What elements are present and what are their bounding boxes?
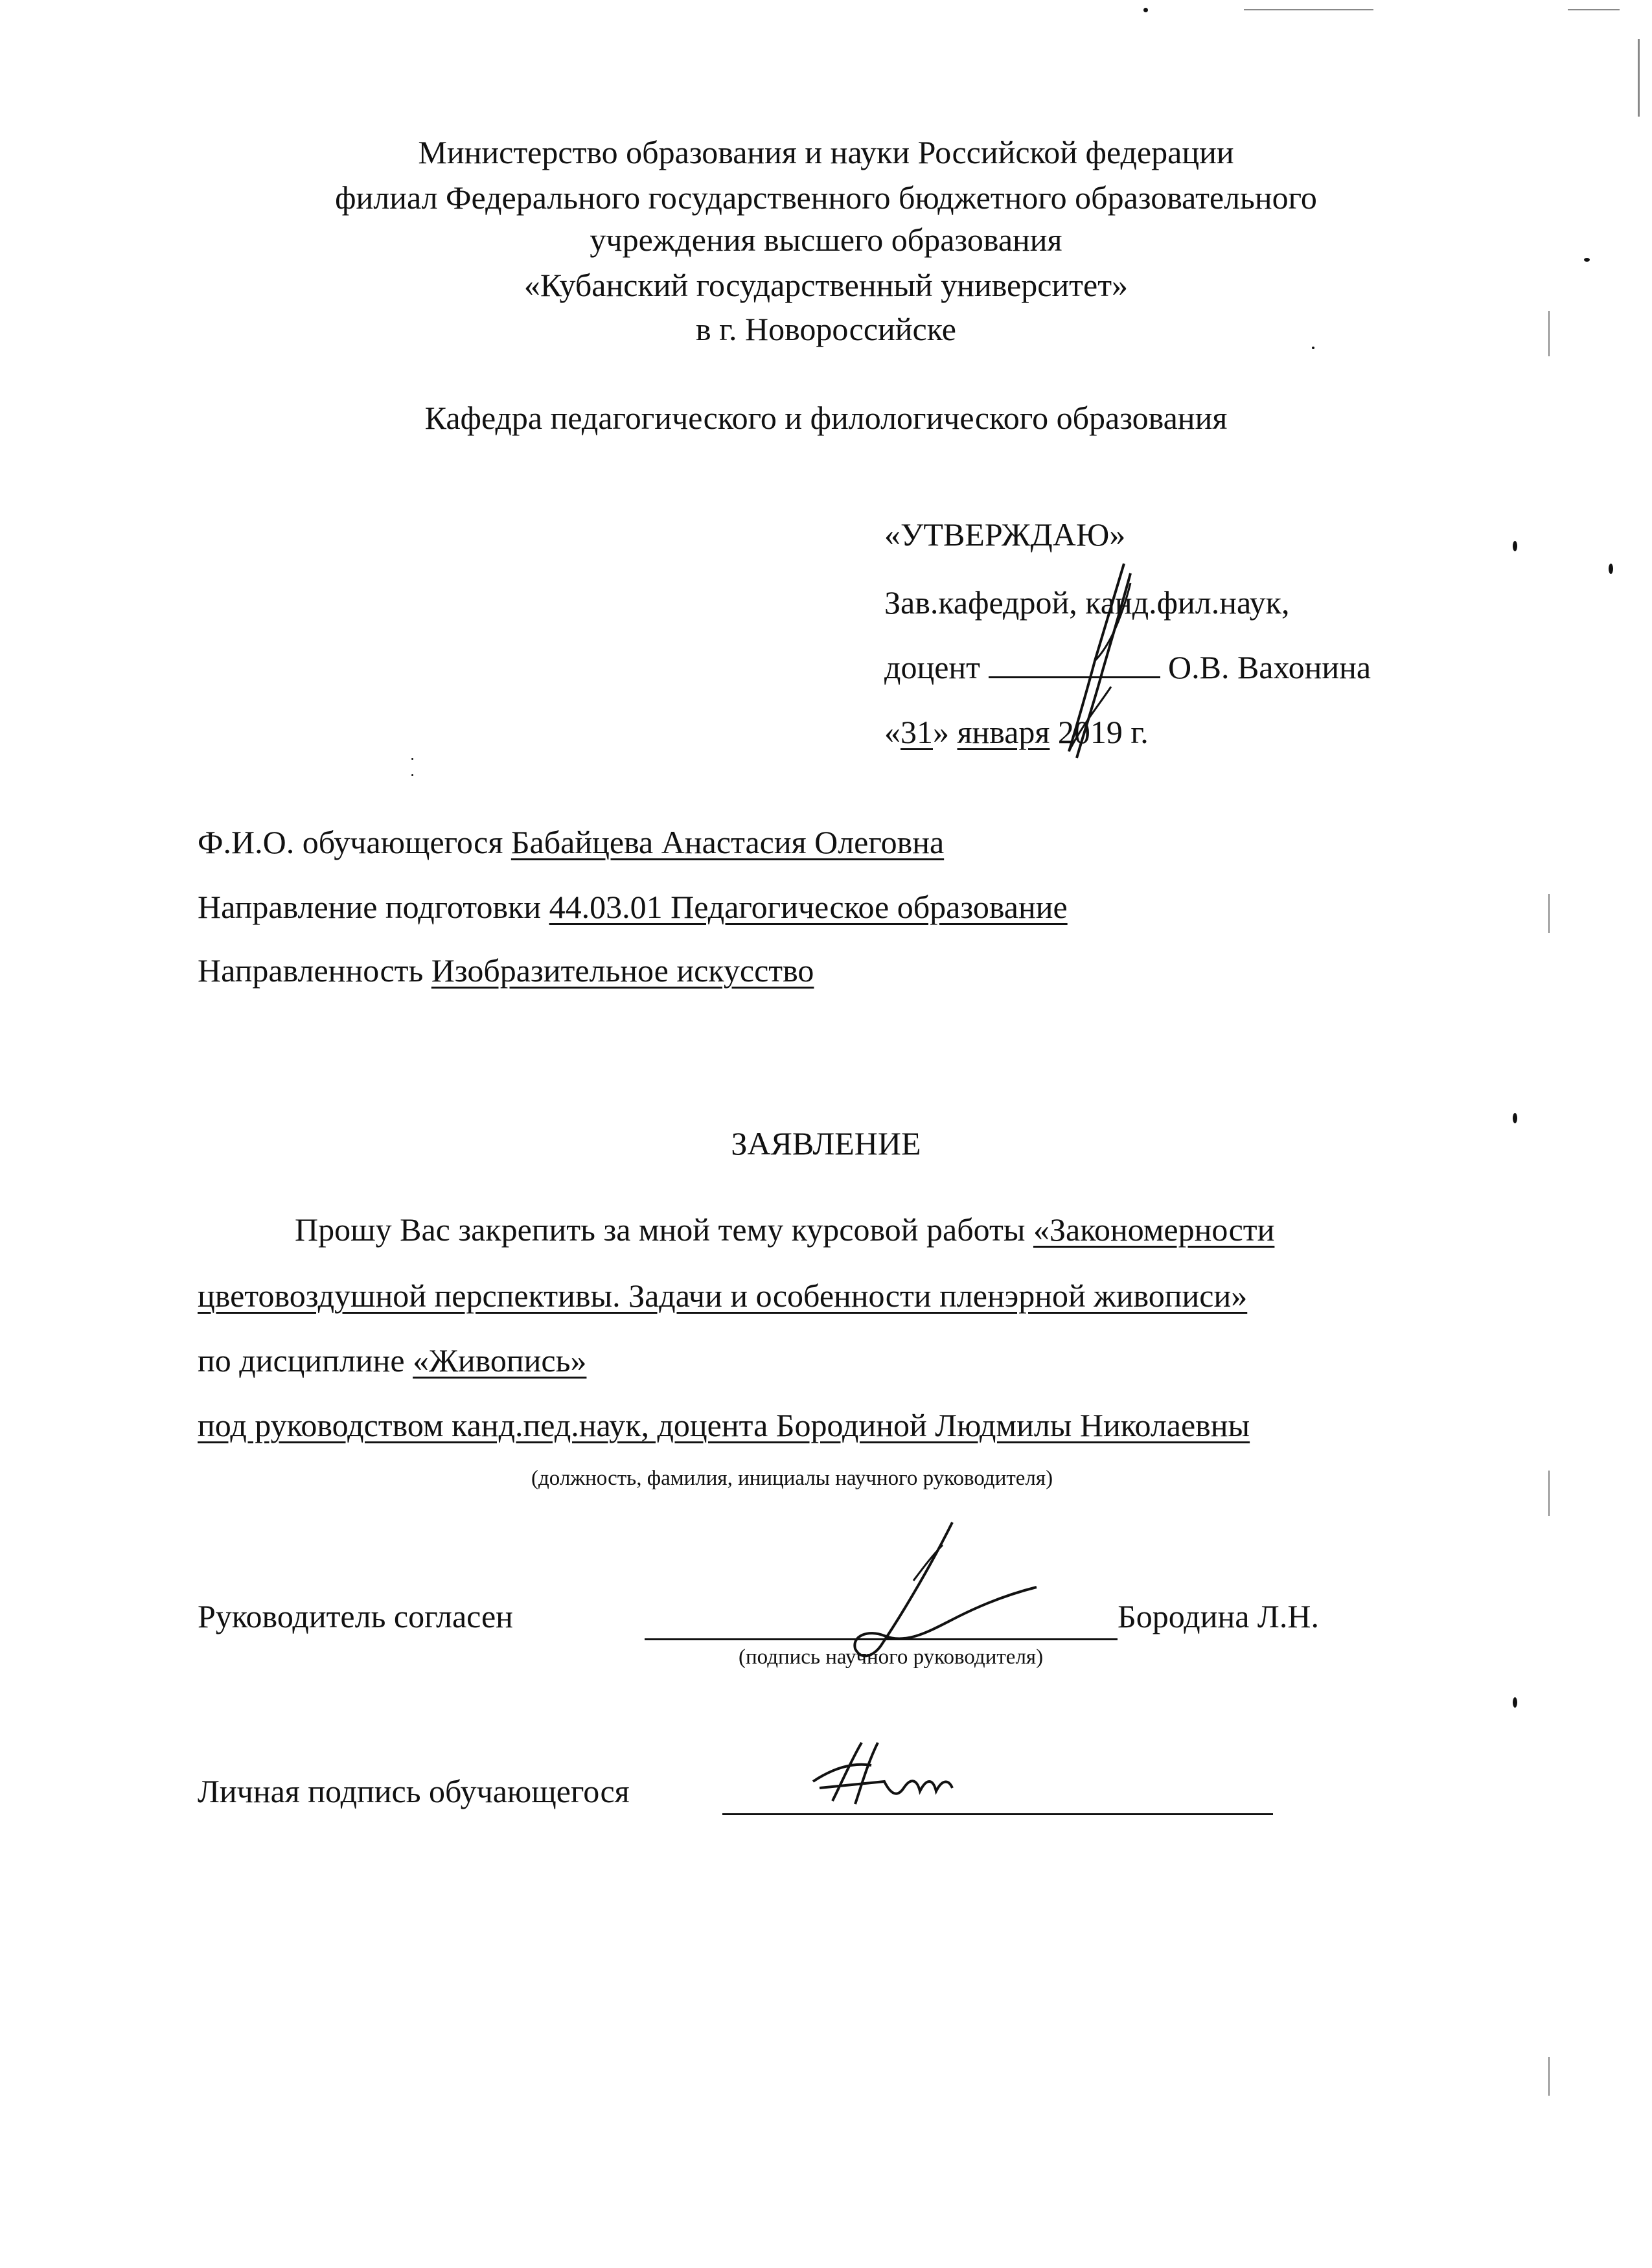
date-month: января bbox=[957, 714, 1050, 750]
direction-row bbox=[198, 888, 1068, 926]
scan-speck bbox=[411, 758, 413, 760]
student-signature-label: Личная подпись обучающегося bbox=[198, 1773, 630, 1809]
student-fio-row bbox=[198, 823, 944, 862]
approval-title: «УТВЕРЖДАЮ» bbox=[884, 516, 1126, 553]
student-signature-line bbox=[722, 1785, 1273, 1815]
student-fio-value: Бабайцева Анастасия Олеговна bbox=[511, 824, 945, 860]
statement-title: ЗАЯВЛЕНИЕ bbox=[731, 1125, 921, 1162]
scan-speck bbox=[1312, 347, 1314, 349]
topic-part-1: «Закономерности bbox=[1033, 1211, 1275, 1248]
date-close-quote: » bbox=[933, 714, 949, 750]
student-fio-label: Ф.И.О. обучающегося bbox=[198, 824, 503, 860]
approval-position: Зав.кафедрой, канд.фил.наук, bbox=[884, 584, 1290, 621]
statement-request-text: Прошу Вас закрепить за мной тему курсовой работы bbox=[295, 1211, 1026, 1248]
supervisor-signature-image bbox=[823, 1516, 1043, 1671]
supervisor-value: под руководством канд.пед.наук, доцента Бородиной Людмилы Николаевны bbox=[198, 1407, 1250, 1443]
date-open-quote: « bbox=[884, 714, 901, 750]
scan-speck bbox=[1584, 258, 1590, 262]
supervisor-signature-caption: (подпись научного руководителя) bbox=[739, 1645, 1044, 1669]
supervisor-name: Бородина Л.Н. bbox=[1118, 1598, 1319, 1634]
scan-speck bbox=[1143, 8, 1148, 12]
scan-edge-mark bbox=[1638, 39, 1640, 117]
scan-edge-mark bbox=[1568, 9, 1620, 10]
head-signature-image bbox=[1050, 557, 1140, 764]
statement-line-1 bbox=[295, 1210, 1274, 1249]
statement-line-3 bbox=[198, 1341, 586, 1380]
date-day: 31 bbox=[901, 714, 933, 750]
approval-role: доцент bbox=[884, 649, 980, 685]
discipline-label: по дисциплине bbox=[198, 1342, 405, 1379]
university-name-line: «Кубанский государственный университет» bbox=[523, 267, 1129, 303]
ministry-line: Министерство образования и науки Российской федерации bbox=[418, 134, 1234, 170]
scan-edge-mark bbox=[1548, 1471, 1550, 1516]
direction-label: Направление подготовки bbox=[198, 889, 542, 925]
scan-edge-mark bbox=[1548, 2057, 1550, 2096]
branch-line: филиал Федерального государственного бюджетного образовательного bbox=[335, 179, 1317, 216]
statement-line-2 bbox=[198, 1276, 1247, 1315]
scan-edge-mark bbox=[1548, 894, 1550, 933]
profile-label: Направленность bbox=[198, 952, 424, 989]
scan-speck bbox=[1609, 564, 1613, 574]
discipline-value: «Живопись» bbox=[413, 1342, 587, 1379]
scan-speck bbox=[411, 774, 413, 776]
scan-speck bbox=[1513, 541, 1517, 551]
supervisor-caption: (должность, фамилия, инициалы научного руководителя) bbox=[531, 1467, 1053, 1490]
topic-part-2: цветовоздушной перспективы. Задачи и особенности пленэрной живописи» bbox=[198, 1277, 1248, 1314]
date-year: 2019 г. bbox=[1057, 714, 1149, 750]
scan-speck bbox=[1513, 1697, 1517, 1708]
scan-speck bbox=[1513, 1113, 1517, 1123]
student-signature-image bbox=[807, 1730, 956, 1820]
supervisor-agree-label: Руководитель согласен bbox=[198, 1598, 513, 1634]
statement-line-4 bbox=[198, 1406, 1250, 1445]
profile-row bbox=[198, 951, 814, 990]
department-line: Кафедра педагогического и филологического образования bbox=[424, 400, 1228, 436]
scan-edge-mark bbox=[1548, 311, 1550, 356]
scan-edge-mark bbox=[1244, 9, 1373, 10]
profile-value: Изобразительное искусство bbox=[431, 952, 814, 989]
institution-type-line: учреждения высшего образования bbox=[590, 222, 1062, 258]
direction-value: 44.03.01 Педагогическое образование bbox=[549, 889, 1068, 925]
city-line: в г. Новороссийске bbox=[696, 311, 956, 347]
approval-name: О.В. Вахонина bbox=[1168, 649, 1371, 685]
